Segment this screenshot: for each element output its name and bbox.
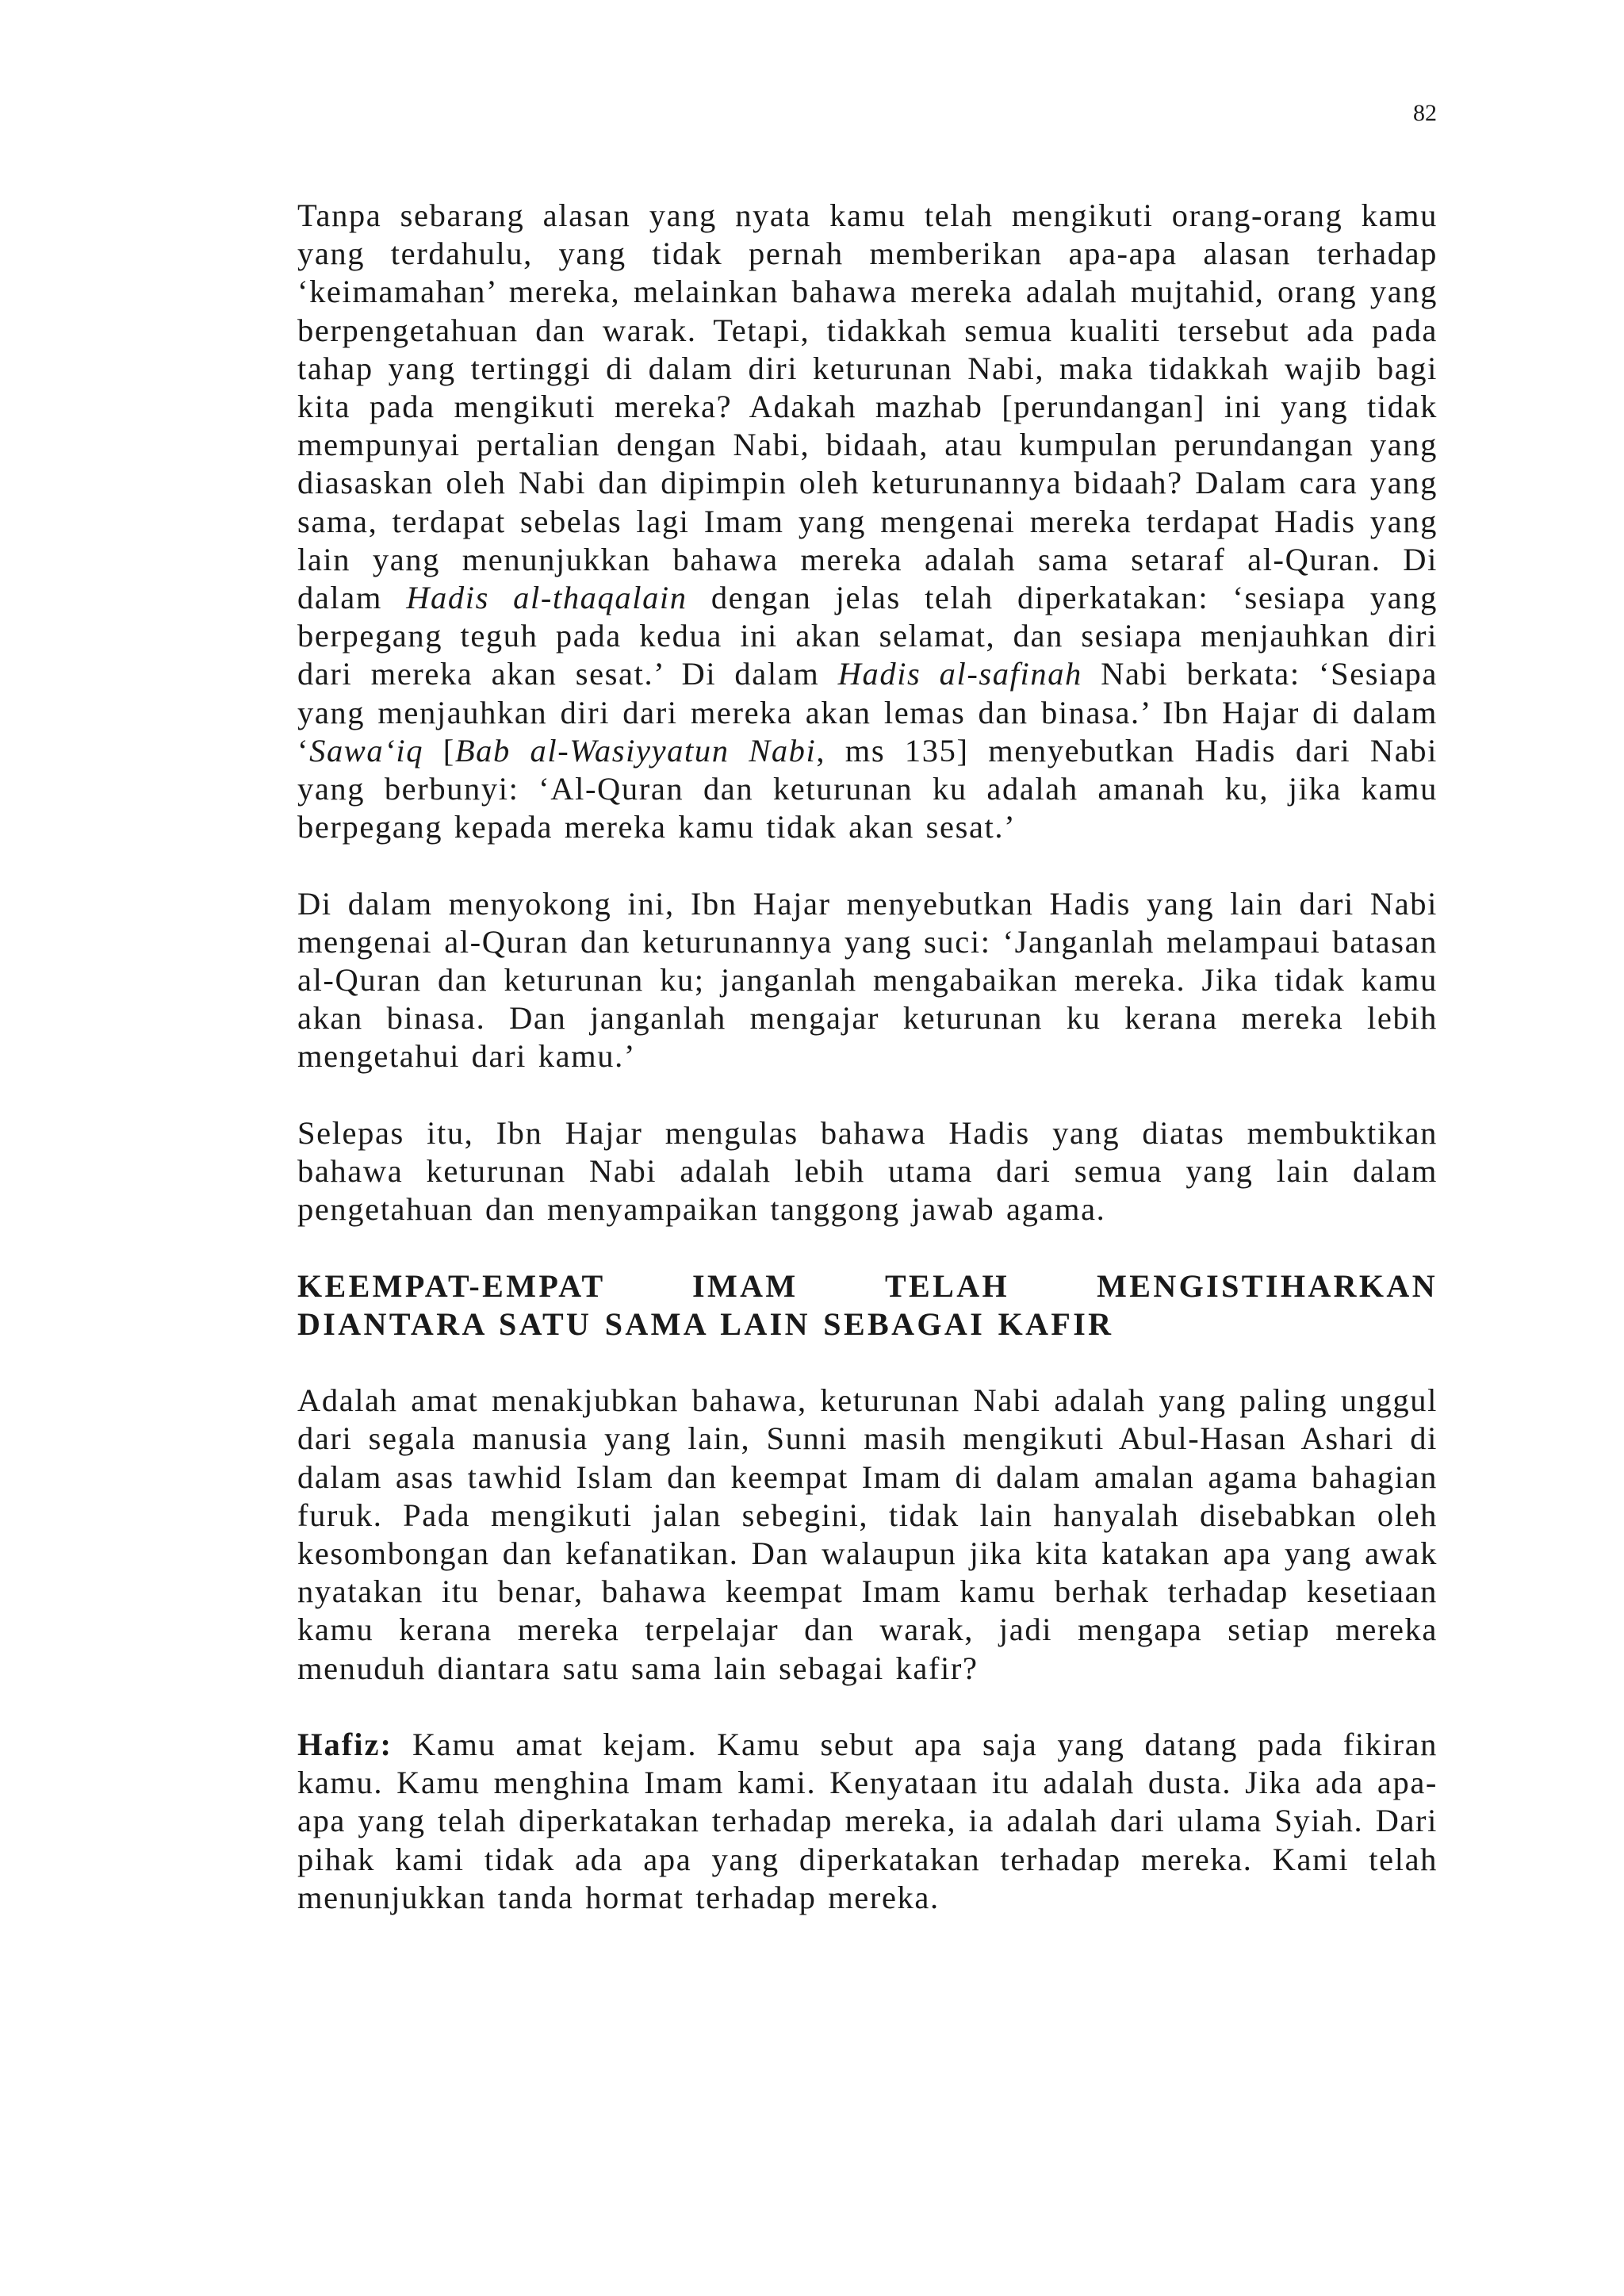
speaker-label: Hafiz: (297, 1727, 393, 1763)
section-heading (297, 1267, 1438, 1343)
paragraph-5: Hafiz: Kamu amat kejam. Kamu sebut apa saja yang datang pada fikiran kamu. Kamu menghina Imam kami. Kenyataan itu adalah dusta. Jika ada apa-apa yang telah diperkatakan terhadap mereka, ia adalah dari ulama Syiah. Dari pihak kami tidak ada apa yang diperkatakan terhadap mereka. Kami telah menunjukkan tanda hormat terhadap mereka. (297, 1727, 1438, 1915)
paragraph-3: Selepas itu, Ibn Hajar mengulas bahawa Hadis yang diatas membuktikan bahawa keturunan Nabi adalah lebih utama dari semua yang lain dalam pengetahuan dan menyampaikan tanggong jawab agama. (297, 1114, 1438, 1228)
section-heading-line-1: KEEMPAT-EMPAT IMAM TELAH MENGISTIHARKAN (297, 1267, 1438, 1304)
paragraph-2: Di dalam menyokong ini, Ibn Hajar menyebutkan Hadis yang lain dari Nabi mengenai al-Quran dan keturunannya yang suci: ‘Janganlah melampaui batasan al-Quran dan keturunan ku; janganlah mengabaikan mereka. Jika tidak kamu akan binasa. Dan janganlah mengajar keturunan ku kerana mereka lebih mengetahui dari kamu.’ (297, 885, 1438, 1075)
page-number: 82 (1413, 100, 1437, 126)
page-content (297, 197, 1438, 1917)
section-heading-line-2: DIANTARA SATU SAMA LAIN SEBAGAI KAFIR (297, 1305, 1114, 1342)
title-sawaiq: Sawa‘iq (309, 732, 424, 769)
title-bab-al-wasiyyatun-nabi: Bab al-Wasiyyatun Nabi (454, 732, 817, 769)
paragraph-1: Tanpa sebarang alasan yang nyata kamu telah mengikuti orang-orang kamu yang terdahulu, yang tidak pernah memberikan apa-apa alasan terhadap ‘keimamahan’ mereka, melainkan bahawa mereka adalah mujtahid, orang yang berpengetahuan dan warak. Tetapi, tidakkah semua kualiti tersebut ada pada tahap yang tertinggi di dalam diri keturunan Nabi, maka tidakkah wajib bagi kita pada mengikuti mereka? Adakah mazhab [perundangan] ini yang tidak mempunyai pertalian dengan Nabi, bidaah, atau kumpulan perundangan yang diasaskan oleh Nabi dan dipimpin oleh keturunannya bidaah? Dalam cara yang sama, terdapat sebelas lagi Imam yang mengenai mereka terdapat Hadis yang lain yang menunjukkan bahawa mereka adalah sama setaraf al-Quran. Di dalam Hadis al-thaqalain dengan jelas telah diperkatakan: ‘sesiapa yang berpegang teguh pada kedua ini akan selamat, dan sesiapa menjauhkan diri dari mereka akan sesat.’ Di dalam Hadis al-safinah Nabi berkata: ‘Sesiapa yang menjauhkan diri dari mereka akan lemas dan binasa.’ Ibn Hajar di dalam ‘Sawa‘iq [Bab al-Wasiyyatun Nabi, ms 135] menyebutkan Hadis dari Nabi yang berbunyi: ‘Al-Quran dan keturunan ku adalah amanah ku, jika kamu berpegang kepada mereka kamu tidak akan sesat.’ (297, 197, 1438, 845)
paragraph-4: Adalah amat menakjubkan bahawa, keturunan Nabi adalah yang paling unggul dari segala manusia yang lain, Sunni masih mengikuti Abul-Hasan Ashari di dalam asas tawhid Islam dan keempat Imam di dalam amalan agama bahagian furuk. Pada mengikuti jalan sebegini, tidak lain hanyalah disebabkan oleh kesombongan dan kefanatikan. Dan walaupun jika kita katakan apa yang awak nyatakan itu benar, bahawa keempat Imam kamu berhak terhadap kesetiaan kamu kerana mereka terpelajar dan warak, jadi mengapa setiap mereka menuduh diantara satu sama lain sebagai kafir? (297, 1382, 1438, 1686)
title-hadis-al-safinah: Hadis al-safinah (837, 656, 1082, 692)
title-hadis-al-thaqalain: Hadis al-thaqalain (406, 580, 688, 616)
